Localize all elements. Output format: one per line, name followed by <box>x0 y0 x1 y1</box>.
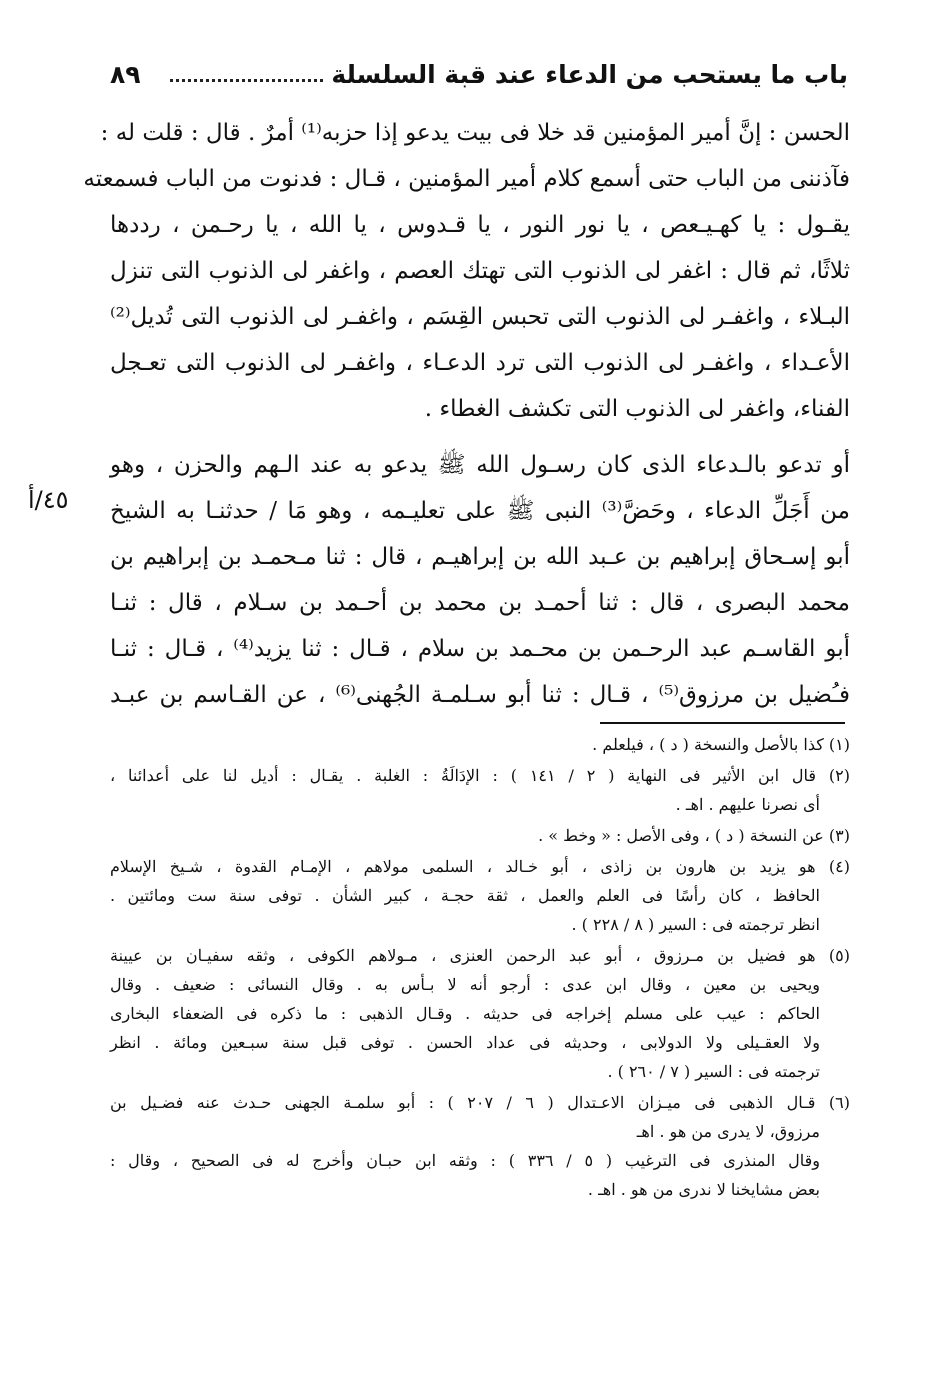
footnote-6 <box>110 1088 850 1204</box>
footnotes <box>110 730 850 1204</box>
paragraph-1 <box>83 110 850 432</box>
footnote-line: (٢) قال ابن الأثير فى النهاية ( ٢ / ١٤١ ) : الإدَالَةُ : الغلبة . يقـال : أديل لنا على أعدائنا ، <box>110 766 851 785</box>
footnote-2 <box>110 761 850 819</box>
footnote-4 <box>110 852 850 939</box>
footnote-line: (١) كذا بالأصل والنسخة ( د ) ، فيلعلم . <box>592 735 850 754</box>
text-line: أو تدعو بالـدعاء الذى كان رسـول الله ﷺ يدعو به عند الـهم والحزن ، وهو <box>110 452 850 478</box>
running-header <box>110 52 848 96</box>
footnote-line: ويحيى بن معين ، وقال ابن عدى : أرجو أنه لا بـأس به . وقال النسائى : ضعيف . وقال <box>110 975 821 994</box>
footnote-line: (٦) قـال الذهبى فى ميـزان الاعـتدال ( ٦ / ٢٠٧ ) : أبو سلمـة الجهنى حـدث عنه فضـيل بن <box>110 1093 851 1112</box>
footnote-5 <box>110 941 850 1086</box>
footnote-line: مرزوق، لا يدرى من هو . اهـ <box>636 1122 820 1141</box>
main-text <box>83 110 850 718</box>
text-line: فـُضيل بن مرزوق⁽⁵⁾ ، قـال : ثنا أبو سـلمـة الجُهنى⁽⁶⁾ ، عن القـاسم بن عبـد <box>110 682 850 708</box>
footnote-line: ولا العقـيلى ولا الدولابى ، وحديثه فى عداد الحسن . توفى قبل سنة سبـعين ومائة . انظر <box>110 1033 820 1052</box>
footnote-line: الحاكم : عيب على مسلم إخراجه فى حديثه . وقـال الذهبى : ما ذكره فى الضعفاء البخارى <box>110 1004 820 1023</box>
paragraph-2 <box>110 442 850 718</box>
text-line: محمد البصرى ، قال : ثنا أحمـد بن محمد بن أحـمد بن سـلام ، قال : ثنـا <box>110 590 850 616</box>
text-line: الحسن : إنَّ أمير المؤمنين قد خلا فى بيت يدعو إذا حزبه⁽¹⁾ أمرٌ . قال : قلت له : <box>100 120 850 146</box>
text-line: أبو إسـحاق إبراهيم بن عـبد الله بن إبراهيـم ، قال : ثنا مـحمـد بن إبراهيم بن <box>110 544 850 570</box>
footnote-line: الحافظ ، كان رأسًا فى العلم والعمل ، ثقة حجـة ، كبير الشأن . توفى سنة ست ومائتين . <box>110 886 820 905</box>
text-line: يقـول : يا كهـيـعص ، يا نور النور ، يا قـدوس ، يا الله ، يا رحـمن ، رددها <box>110 212 850 238</box>
text-line: الأعـداء ، واغفـر لى الذنوب التى ترد الدعـاء ، واغفـر لى الذنوب التى تعـجل <box>110 350 850 376</box>
margin-folio-note: ٤٥/أ <box>28 486 69 514</box>
footnote-line: وقال المنذرى فى الترغيب ( ٥ / ٣٣٦ ) : وثقه ابن حبـان وأخرج له فى الصحيح ، وقال : <box>110 1151 820 1170</box>
text-line: ثلاثًا، ثم قال : اغفر لى الذنوب التى تهتك العصم ، واغفر لى الذنوب التى تنزل <box>110 258 850 284</box>
footnote-line: بعض مشايخنا لا ندرى من هو . اهـ . <box>587 1180 820 1199</box>
page-number: ٨٩ <box>110 59 141 89</box>
footnote-line: (٥) هو فضيل بن مـرزوق ، أبو عبد الرحمن العنزى ، مـولاهم الكوفى ، وثقه سفيـان بن عيينة <box>110 946 851 965</box>
text-line: من أَجَلِّ الدعاء ، وحَضَّ⁽³⁾ النبى ﷺ على تعليـمه ، وهو مَا / حدثنـا به الشيخ <box>110 498 850 524</box>
footnote-line: انظر ترجمته فى : السير ( ٨ / ٢٢٨ ) . <box>571 915 820 934</box>
footnote-line: (٤) هو يزيد بن هارون بن زاذى ، أبو خـالد ، السلمى مولاهم ، الإمـام القدوة ، شـيخ الإسلام <box>110 857 850 876</box>
text-line: الفناء، واغفر لى الذنوب التى تكشف الغطاء . <box>424 396 850 422</box>
text-line: البـلاء ، واغفـر لى الذنوب التى تحبس القِسَم ، واغفـر لى الذنوب التى تُديل⁽²⁾ <box>110 304 850 330</box>
text-line: أبو القاسـم عبد الرحـمن بن محـمد بن سلام ، قـال : ثنا يزيد⁽⁴⁾ ، قـال : ثنـا <box>110 636 850 662</box>
footnote-line: أى نصرنا عليهم . اهـ . <box>675 795 820 814</box>
running-title: باب ما يستحب من الدعاء عند قبة السلسلة <box>331 59 848 89</box>
footnote-separator <box>600 722 845 724</box>
header-leader-dots <box>170 79 323 82</box>
footnote-3 <box>110 821 850 850</box>
footnote-line: (٣) عن النسخة ( د ) ، وفى الأصل : « وخط » . <box>538 826 850 845</box>
footnote-line: ترجمته فى : السير ( ٧ / ٢٦٠ ) . <box>607 1062 820 1081</box>
footnote-1 <box>110 730 850 759</box>
text-line: فآذننى من الباب حتى أسمع كلام أمير المؤمنين ، قـال : فدنوت من الباب فسمعته <box>83 166 850 192</box>
